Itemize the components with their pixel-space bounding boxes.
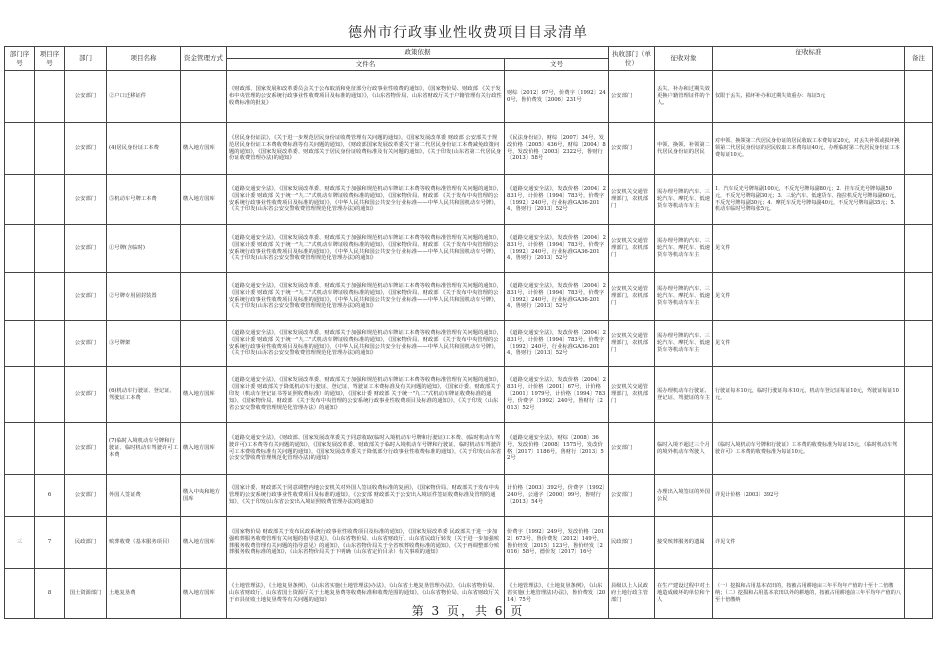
cell-note: [905, 225, 933, 273]
cell-item-seq: 6: [35, 475, 65, 517]
cell-dept: 公安部门: [65, 123, 107, 175]
cell-exec: 民政部门: [609, 517, 655, 569]
cell-item-seq: [35, 321, 65, 367]
cell-dept-seq: [5, 123, 35, 175]
cell-dept-seq: [5, 423, 35, 475]
cell-std: 见文件: [713, 225, 905, 273]
cell-doc-no: 财综〔2012〕97号，价费字〔1992〕240号，鲁价费发〔2006〕231号: [505, 71, 609, 123]
cell-note: [905, 367, 933, 423]
cell-doc-no: 价费字〔1992〕249号，发改价格〔2012〕673号，鲁价费发〔2012〕149号，鲁价经发〔2015〕123号，鲁价经发〔2016〕58号，德价发〔2017〕16号: [505, 517, 609, 569]
cell-exec: 公安部门: [609, 123, 655, 175]
cell-dept-seq: [5, 225, 35, 273]
cell-fund: 缴入中央和地方国库: [181, 475, 227, 517]
cell-doc-name: 《道路交通安全法》，《国家发展改革委、财政部关于加强和规范机动车牌证工本费等收费标准管理有关问题的通知》，《国家计委 财政部 关于统一"九二"式机动车牌证收费标准的通知》，《国家物价局、财政部 《关于发布中央管理的公安系统行政事业性收费项目及标准的通知》》，《中华人民共和国公共安全行业标准——中华人民共和国机动车号牌》，《关于印发(山东省公安交警收费管理规范化管理办法)的通知》: [227, 321, 505, 367]
cell-exec: 公安机关交通管理部门，农机部门: [609, 273, 655, 321]
header-target: 征收对象: [655, 47, 713, 71]
cell-name: 外国人签证费: [107, 475, 181, 517]
page-footer: 第 3 页，共 6 页: [411, 604, 525, 618]
cell-fund: [181, 273, 227, 321]
cell-target: 申领、换领、补领第二代居民身份证的居民: [655, 123, 713, 175]
table-row: [5, 225, 933, 273]
header-policy: 政策依据: [227, 47, 609, 59]
cell-exec: 县级以上人民政府土地行政主管部门: [609, 569, 655, 619]
cell-exec: 公安机关交通管理部门，农机部门: [609, 175, 655, 225]
cell-doc-name: 《道路交通安全法》，《国家发展改革委、财政部关于加强和规范机动车牌证工本费等收费标准管理有关问题的通知》，《国家计委 财政部 关于统一"九二"式机动车牌证收费标准的通知》，《国家物价局、财政部 《关于发布中央管理的公安系统行政事业性收费项目及标准的通知》》，《中华人民共和国公共安全行业标准——中华人民共和国机动车号牌》，《关于印发(山东省公安交警收费管理规范化管理办法)的通知》: [227, 225, 505, 273]
cell-target: 办理出入境签证的外国公民: [655, 475, 713, 517]
cell-dept: 公安部门: [65, 225, 107, 273]
cell-std: 详见计价格〔2003〕392号: [713, 475, 905, 517]
cell-std: （一）挖损和占用基本农田的，按被占用耕地亩三年平均年产值的十至十二倍缴纳；（二）挖损和占用基本农田以外的耕地的，按被占用耕地前三年平均年产值的八至十倍缴纳: [713, 569, 905, 619]
cell-std: 见文件: [713, 273, 905, 321]
header-doc-name: 文件名: [227, 59, 505, 71]
cell-target: 需办理机动车行驶证、登记证、驾驶证的车主: [655, 367, 713, 423]
cell-doc-name: 《居民身份证法》，《关于进一步规范居民身份证收费管理有关问题的通知》，《国家发展改革委 财政部 公安部关于规范居民身份证工本费收费标准等有关问题的通知》，《财政部国家发展改革委关于第二代居民身份证工本费减免政策问题的通知》，《国家发展改革委、财政部关于居民身份证收费标准及有关问题的通知》，《关于印发(山东省第二代居民身份证收费管理办法)的通知》: [227, 123, 505, 175]
cell-item-seq: 7: [35, 517, 65, 569]
cell-dept: 公安部门: [65, 71, 107, 123]
cell-item-seq: [35, 273, 65, 321]
table-row: [5, 175, 933, 225]
fee-table-body: [5, 71, 933, 619]
cell-target: 需办理号牌的汽车、三轮汽车、摩托车、低速货车等机动车车主: [655, 321, 713, 367]
cell-fund: 缴入地方国库: [181, 367, 227, 423]
cell-exec: 公安机关交通管理部门，农机部门: [609, 367, 655, 423]
cell-exec: 公安部门: [609, 71, 655, 123]
table-row: [5, 273, 933, 321]
cell-item-seq: [35, 123, 65, 175]
cell-target: 接受殡葬服务的遗属: [655, 517, 713, 569]
cell-target: 需办理号牌的汽车、三轮汽车、摩托车、低速货车等机动车车主: [655, 273, 713, 321]
cell-note: [905, 175, 933, 225]
table-row: [5, 423, 933, 475]
cell-fund: 缴入地方国库: [181, 123, 227, 175]
cell-dept-seq: [5, 71, 35, 123]
cell-item-seq: [35, 225, 65, 273]
cell-std: 详见文件: [713, 517, 905, 569]
cell-name: ①号牌(含临时): [107, 225, 181, 273]
cell-doc-no: 《道路交通安全法》，发改价格〔2004〕2831号，计价格〔1994〕783号，价费字〔1992〕240号，行业标准GA36-2014，鲁财行〔2013〕52号: [505, 273, 609, 321]
table-row: [5, 71, 933, 123]
cell-exec: 公安机关交通管理部门，农机部门: [609, 321, 655, 367]
cell-doc-no: 计价格〔2003〕392号，价费字〔1992〕240号，公通字〔2000〕99号，鲁财行〔2013〕54号: [505, 475, 609, 517]
cell-std: 见文件: [713, 321, 905, 367]
cell-exec: 公安部门: [609, 475, 655, 517]
cell-std: 对申领、换领第二代居民身份证的居民收取工本费每证20元，对丢失补领或损坏换领第二代居民身份证的居民收取工本费每证40元，办理临时第二代居民身份证工本费每证10元。: [713, 123, 905, 175]
cell-name: (6)机动车行驶证、登记证、驾驶证工本费: [107, 367, 181, 423]
cell-dept-seq: [5, 367, 35, 423]
cell-fund: 缴入地方国库: [181, 569, 227, 619]
cell-dept: 公安部门: [65, 175, 107, 225]
cell-note: [905, 475, 933, 517]
cell-note: [905, 423, 933, 475]
fee-table: [4, 46, 933, 619]
cell-fund: 缴入地方国库: [181, 517, 227, 569]
header-name: 项目名称: [107, 47, 181, 71]
cell-fund: 缴入地方国库: [181, 423, 227, 475]
header-fund: 资金管理方式: [181, 47, 227, 71]
cell-dept-seq: 三: [5, 517, 35, 569]
header-dept-seq: 部门序号: [5, 47, 35, 71]
cell-exec: 公安机关交通管理部门，农机部门: [609, 225, 655, 273]
cell-doc-name: 《道路交通安全法》，《财政部、国家发展改革委关于同意收取(临时入境机动车号牌和行驶证)工本费、(临时机动车驾驶许可)工本费等有关问题的通知》，《国家发展改革委、财政部关于临时入境机动车号牌和行驶证、临时机动车驾驶许可工本费收费标准有关问题的通知》，《国家发展改革委关于降低部分行政事业性收费标准的通知》，《关于印发(山东省公安交警收费管理规范化管理办法)的通知》: [227, 423, 505, 475]
cell-doc-no: 《土地管理法》，《土地复垦条例》，《山东省实施(土地管理法)办法》，鲁价费发〔2014〕75号: [505, 569, 609, 619]
cell-fund: [181, 321, 227, 367]
cell-std: 行驶证每本10元，临时行驶证每本10元，机动车登记证每证10元，驾驶证每证10元。: [713, 367, 905, 423]
cell-name: (7)临时入境机动车号牌和行驶证、临时机动车驾驶许可工本费: [107, 423, 181, 475]
cell-dept: 国土资源部门: [65, 569, 107, 619]
table-row: [5, 475, 933, 517]
header-std-sub: [713, 59, 905, 71]
cell-dept: 公安部门: [65, 321, 107, 367]
cell-note: [905, 273, 933, 321]
cell-name: 土地复垦费: [107, 569, 181, 619]
cell-item-seq: [35, 71, 65, 123]
cell-doc-name: 《国家物价局 财政部关于发布民政系统行政事业性收费项目及标准的通知》，《国家发展改革委 民政部关于进一步加强殡葬服务收费管理有关问题的指导意见》，《山东省物价局、山东省财政厅、山东省民政厅转发（关于进一步加强殡葬服务收费管理有关问题的指导意见）的通知》，《山东省物价局关于全省殡葬收费标准的通知》，《关于再调整部分殡葬服务收费标准的通知》，《山东省物价局关于下明确（山东省定价目录）有关事项的通知》: [227, 517, 505, 569]
cell-std: 仅限于丢失、损坏补办和过期失效重办：每证5元: [713, 71, 905, 123]
cell-dept-seq: [5, 321, 35, 367]
cell-dept-seq: [5, 475, 35, 517]
cell-dept-seq: [5, 175, 35, 225]
cell-dept: 公安部门: [65, 273, 107, 321]
table-row: [5, 367, 933, 423]
cell-target: 需办理号牌的汽车、三轮汽车、摩托车、低速货车等机动车车主: [655, 175, 713, 225]
header-item-seq: 项目序号: [35, 47, 65, 71]
page-title: 德州市行政事业性收费项目目录清单: [348, 25, 588, 41]
cell-item-seq: [35, 423, 65, 475]
cell-item-seq: [35, 175, 65, 225]
cell-doc-no: 《道路交通安全法》，发改价格〔2004〕2831号，计价格〔1994〕783号，价费字〔1992〕240号，行业标准GA36-2014，鲁财行〔2013〕52号: [505, 321, 609, 367]
table-row: [5, 123, 933, 175]
cell-note: [905, 321, 933, 367]
cell-name: ⑤机动车号牌工本费: [107, 175, 181, 225]
cell-fund: [181, 71, 227, 123]
cell-note: [905, 123, 933, 175]
header-std: 征收标准: [713, 47, 905, 59]
cell-target: 需办理号牌的汽车、三轮汽车、摩托车、低速货车等机动车车主: [655, 225, 713, 273]
cell-note: [905, 517, 933, 569]
cell-std: 《临时入境机动车号牌和行驶证》工本费的收费标准为每证15元，《临时机动车驾驶许可》工本费的收费标准为每证10元。: [713, 423, 905, 475]
cell-target: 临时入境不超过三个月的境外机动车驾驶人: [655, 423, 713, 475]
header-exec: 执收部门（单位）: [609, 47, 655, 71]
cell-std: 1．汽车反光号牌每副100元，不反光号牌每副80元；2．挂车反光号牌每副50元，不反光号牌每副30元；3．三轮汽车、低速货车、拖拉机反光号牌每副60元，不反光号牌每副30元；4．摩托车反光号牌每副40元，不反光号牌每副35元；5．机动车临时号牌每张5元。: [713, 175, 905, 225]
cell-name: ②户口迁移证件: [107, 71, 181, 123]
cell-dept: 公安部门: [65, 423, 107, 475]
cell-doc-name: 《土地管理法》，《土地复垦条例》，《山东省实施(土地管理法)办法》，《山东省土地复垦管理办法》，《山东省物价局、山东省财政厅、山东省国土资源厅关于土地复垦费等收费标准和收费范围的通知》，《山东省物价局、山东省财政厅关于市县征收土地复垦费等有关问题的通知》: [227, 569, 505, 619]
cell-exec: 公安部门: [609, 423, 655, 475]
table-row: [5, 321, 933, 367]
header-doc-no: 文号: [505, 59, 609, 71]
cell-doc-name: 《道路交通安全法》，《国家发展改革委、财政部关于加强和规范机动车牌证工本费等收费标准管理有关问题的通知》，《国家计委 财政部 关于统一"九二"式机动车牌证收费标准的通知》，《国家物价局、财政部 《关于发布中央管理的公安系统行政事业性收费项目及标准的通知》》，《中华人民共和国公共安全行业标准——中华人民共和国机动车号牌》，《关于印发(山东省公安交警收费管理规范化管理办法)的通知》: [227, 175, 505, 225]
cell-dept-seq: [5, 273, 35, 321]
cell-name: ②号牌专用固封装置: [107, 273, 181, 321]
cell-name: (4)居民身份证工本费: [107, 123, 181, 175]
cell-item-seq: 8: [35, 569, 65, 619]
cell-doc-no: 《道路交通安全法》，财综〔2008〕36号，发改价格〔2008〕1575号，发改价格〔2017〕1186号，鲁财行〔2013〕52号: [505, 423, 609, 475]
cell-doc-no: 《民法身份证》，财综〔2007〕34号，发改价格〔2005〕436号，财综〔2004〕8号，发改价格〔2003〕2322号，鲁财行〔2013〕58号: [505, 123, 609, 175]
table-row: [5, 517, 933, 569]
cell-doc-no: 《道路交通安全法》，发改价格〔2004〕2831号，计价格〔1994〕783号，价费字〔1992〕240号，行业标准GA36-2014，鲁财行〔2013〕52号: [505, 175, 609, 225]
cell-dept: 公安部门: [65, 475, 107, 517]
cell-doc-name: 《国家计委、财政部关于同意调整内地公安机关对外国人签证收费标准的复函》，《国家物价局、财政部关于发布中央管理的公安系统行政事业性收费项目及标准的通知》，《公安部 财政部关于公安出入境证件签证收费标准及管理的通知》，《关于印发(山东省公安出入境证照收费管理办法)的通知》: [227, 475, 505, 517]
cell-fund: 缴入地方国库: [181, 175, 227, 225]
cell-doc-name: 《道路交通安全法》，《国家发展改革委、财政部关于加强和规范机动车牌证工本费等收费标准管理有关问题的通知》，《国家计委 财政部关于降低机动车行驶证、登记证、驾驶证工本费标准及有关问题的通知》，《国家计委、财政部关于印发（机动车登记证书等证照收费标准）的通知》，《国家计委 财政部 关于统一"九二"式机动车牌证收费标准的通知》，《国家物价局、财政部 《关于发布中央管理的公安系统行政事业性收费项目及标准的通知》》，《关于印发（山东省公安交警收费管理规范化管理办法）的通知》: [227, 367, 505, 423]
cell-doc-no: 《道路交通安全法》，发改价格〔2004〕2831号，计价格〔2001〕67号，计价格〔2001〕1979号，计价格〔1994〕783号，价费字〔1992〕240号，鲁财行〔2013〕52号: [505, 367, 609, 423]
cell-doc-name: 《财政部、国家发展和改革委员会关于公布取消和免征部分行政事业性收费的通知》，《国家物价局、财政部 《关于发布中央管理的公安系统行政事业性收费项目及标准的通知》》，《山东省物价局、山东省财政厅关于户籍管理有关行政性收费标准的批复》: [227, 71, 505, 123]
cell-name: 殡葬收费（基本服务项目）: [107, 517, 181, 569]
cell-item-seq: [35, 367, 65, 423]
cell-doc-name: 《道路交通安全法》，《国家发展改革委、财政部关于加强和规范机动车牌证工本费等收费标准管理有关问题的通知》，《国家计委 财政部 关于统一"九二"式机动车牌证收费标准的通知》，《国家物价局、财政部 《关于发布中央管理的公安系统行政事业性收费项目及标准的通知》》，《中华人民共和国公共安全行业标准——中华人民共和国机动车号牌》，《关于印发(山东省公安交警收费管理规范化管理办法)的通知》: [227, 273, 505, 321]
cell-name: ③号牌架: [107, 321, 181, 367]
cell-fund: [181, 225, 227, 273]
cell-doc-no: 《道路交通安全法》，发改价格〔2004〕2831号，计价格〔1994〕783号，价费字〔1992〕240号，行业标准GA36-2014，鲁财行〔2013〕52号: [505, 225, 609, 273]
cell-target: 在生产建设过程中对土地造成破坏的单位和个人: [655, 569, 713, 619]
header-note: 备注: [905, 47, 933, 71]
cell-dept: 公安部门: [65, 367, 107, 423]
cell-target: 丢失、补办和过期失效更换户籍管理证件的个人。: [655, 71, 713, 123]
cell-dept: 民政部门: [65, 517, 107, 569]
cell-note: [905, 71, 933, 123]
header-dept: 部门: [65, 47, 107, 71]
